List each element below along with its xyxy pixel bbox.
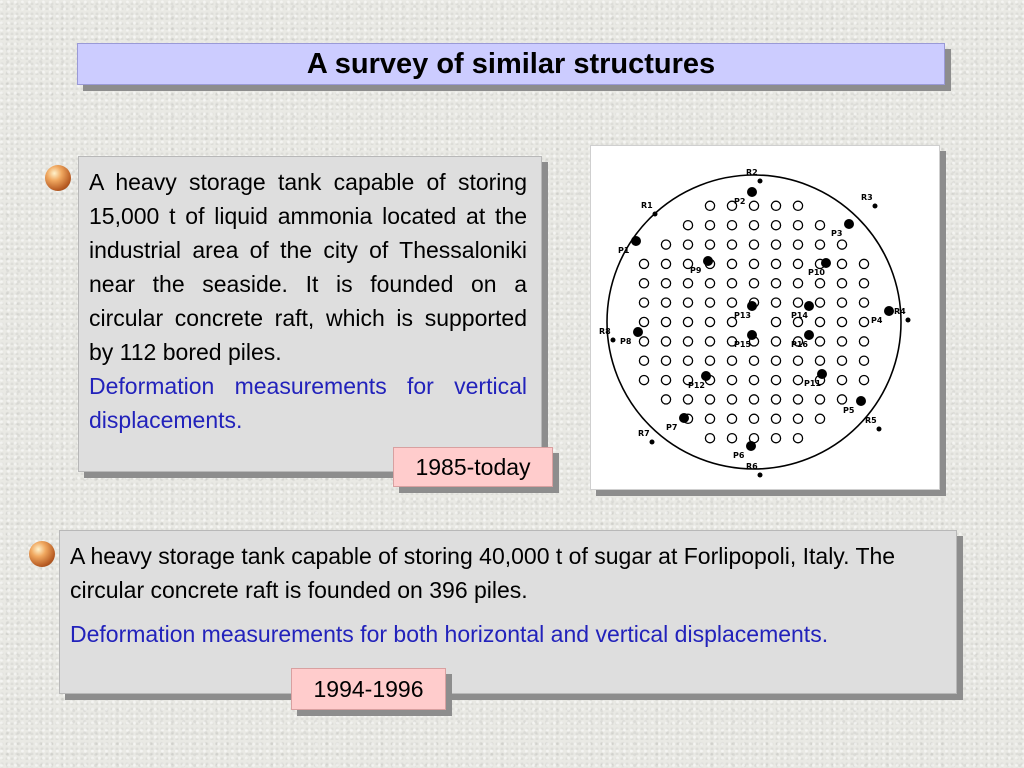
pile-open [815,414,824,423]
pile-open [837,376,846,385]
slide-title-text: A survey of similar structures [306,47,716,80]
pile-open [727,221,736,230]
reference-label: R8 [599,327,611,336]
pile-open [793,240,802,249]
pile-open [815,298,824,307]
pile-open [859,337,868,346]
reference-label: R3 [861,193,873,202]
instrumented-pile [844,219,854,229]
pile-label: P3 [831,229,843,238]
pile-open [661,376,670,385]
pile-open [837,337,846,346]
pile-open [705,221,714,230]
pile-open [771,356,780,365]
pile-open [859,317,868,326]
reference-label: R7 [638,429,650,438]
pile-open [727,376,736,385]
pile-open [705,240,714,249]
reference-point [611,338,616,343]
pile-open [815,356,824,365]
instrumented-pile [747,187,757,197]
pile-open [859,279,868,288]
pile-open [639,279,648,288]
pile-open [771,414,780,423]
reference-label: R1 [641,201,653,210]
case2-period-badge [291,668,446,710]
case2-measurements: Deformation measurements for both horizontal and vertical displacements. [70,621,829,647]
pile-open [639,356,648,365]
pile-open [793,298,802,307]
pile-open [683,317,692,326]
pile-layout-figure [590,145,940,490]
pile-open [705,298,714,307]
case2-period-text: 1994-1996 [313,675,424,702]
pile-open [771,434,780,443]
instrumented-pile [884,306,894,316]
pile-open [705,395,714,404]
case1-measurements: Deformation measurements for vertical displacements. [89,373,527,433]
pile-open [705,434,714,443]
reference-label: R6 [746,462,758,471]
pile-label: P6 [733,451,745,460]
case2-textbox [59,530,957,694]
pile-open [683,395,692,404]
pile-open [749,376,758,385]
pile-open [749,414,758,423]
case1-period-text: 1985-today [415,453,531,480]
pile-label: P4 [871,316,883,325]
pile-open [683,298,692,307]
pile-open [661,356,670,365]
pile-open [661,337,670,346]
pile-open [727,240,736,249]
pile-label: P11 [804,379,821,388]
reference-point [650,440,655,445]
pile-open [815,240,824,249]
pile-label: P9 [690,266,702,275]
pile-layout-diagram [591,146,939,489]
case1-textbox [78,156,542,472]
pile-open [793,201,802,210]
pile-open [771,395,780,404]
reference-point [758,179,763,184]
slide-title [77,43,945,85]
pile-open [749,201,758,210]
pile-open [661,298,670,307]
instrumented-pile [679,413,689,423]
pile-open [683,221,692,230]
pile-open [661,317,670,326]
pile-label: P13 [734,311,751,320]
pile-open [793,279,802,288]
reference-point [758,473,763,478]
pile-label: P5 [843,406,855,415]
instrumented-pile [747,330,757,340]
pile-open [661,240,670,249]
instrumented-pile [633,327,643,337]
pile-open [661,395,670,404]
pile-open [771,317,780,326]
pile-open [683,279,692,288]
pile-open [859,298,868,307]
pile-open [749,221,758,230]
instrumented-pile [817,369,827,379]
pile-open [771,240,780,249]
pile-open [859,259,868,268]
pile-open [639,337,648,346]
pile-open [749,395,758,404]
reference-point [877,427,882,432]
pile-open [705,317,714,326]
pile-open [793,259,802,268]
pile-open [793,376,802,385]
pile-open [639,259,648,268]
pile-open [749,259,758,268]
reference-label: R4 [894,307,906,316]
pile-open [749,279,758,288]
pile-open [815,221,824,230]
instrumented-pile [747,301,757,311]
pile-open [683,356,692,365]
instrumented-pile [821,258,831,268]
pile-open [639,317,648,326]
pile-open [661,259,670,268]
pile-open [837,298,846,307]
pile-label: P12 [688,381,705,390]
bullet-sphere-icon [29,541,55,567]
pile-label: P1 [618,246,630,255]
pile-open [815,395,824,404]
pile-label: P15 [734,340,751,349]
pile-open [727,259,736,268]
pile-open [705,356,714,365]
pile-open [705,337,714,346]
instrumented-pile [631,236,641,246]
pile-open [683,240,692,249]
pile-open [771,279,780,288]
raft-outline [607,175,901,469]
instrumented-pile [856,396,866,406]
pile-open [727,279,736,288]
pile-open [837,259,846,268]
instrumented-pile [701,371,711,381]
pile-open [639,298,648,307]
reference-label: R5 [865,416,877,425]
pile-open [705,279,714,288]
pile-open [727,395,736,404]
pile-open [837,279,846,288]
pile-open [815,317,824,326]
pile-open [727,414,736,423]
reference-point [906,318,911,323]
pile-open [771,298,780,307]
case1-period-badge [393,447,553,487]
instrumented-pile [746,441,756,451]
pile-open [661,279,670,288]
pile-open [793,414,802,423]
pile-open [705,201,714,210]
reference-label: R2 [746,168,758,177]
pile-open [859,356,868,365]
pile-open [749,356,758,365]
pile-open [727,298,736,307]
pile-open [793,434,802,443]
pile-open [771,221,780,230]
pile-open [793,221,802,230]
pile-label: P7 [666,423,678,432]
pile-open [639,376,648,385]
pile-open [815,279,824,288]
pile-label: P16 [791,340,808,349]
pile-open [815,337,824,346]
pile-open [771,376,780,385]
pile-open [793,356,802,365]
pile-label: P10 [808,268,825,277]
bullet-sphere-icon [45,165,71,191]
pile-open [793,395,802,404]
pile-open [683,337,692,346]
instrumented-pile [804,301,814,311]
pile-open [771,259,780,268]
pile-open [771,201,780,210]
case2-description: A heavy storage tank capable of storing 40,000 t of sugar at Forlipopoli, Italy. The circular concrete raft is founded on 396 piles. [70,543,896,603]
pile-open [705,414,714,423]
pile-open [749,240,758,249]
pile-open [837,240,846,249]
reference-point [873,204,878,209]
case1-description: A heavy storage tank capable of storing 15,000 t of liquid ammonia located at the industrial area of the city of Thessaloniki near the seaside. It is founded on a circular concrete raft, which is supported by 112 bored piles. [89,169,527,365]
pile-open [837,395,846,404]
pile-label: P8 [620,337,632,346]
pile-open [837,317,846,326]
instrumented-pile [804,330,814,340]
reference-point [653,212,658,217]
pile-label: P2 [734,197,746,206]
pile-open [771,337,780,346]
pile-open [727,434,736,443]
pile-open [859,376,868,385]
pile-open [727,356,736,365]
pile-open [837,356,846,365]
pile-label: P14 [791,311,808,320]
instrumented-pile [703,256,713,266]
